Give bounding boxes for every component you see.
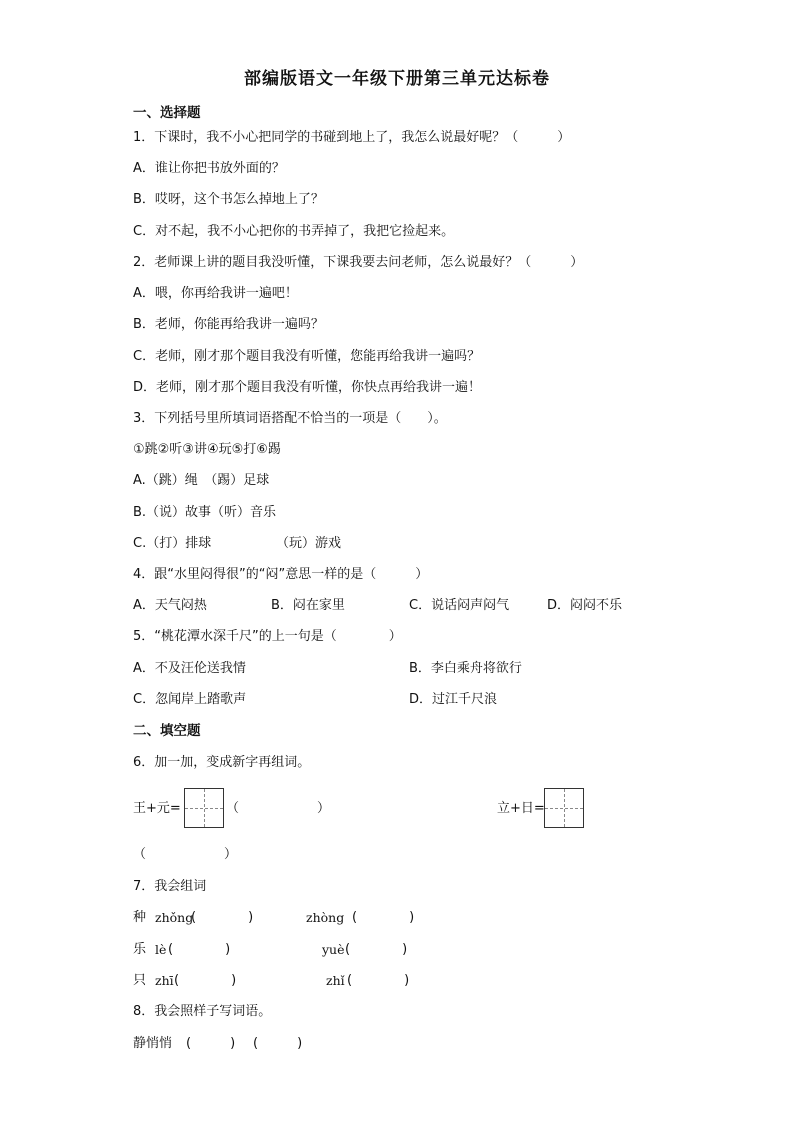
- question-4-option-c: C．说话闷声闷气: [409, 598, 510, 613]
- question-8-blank-1[interactable]: ( ): [186, 1036, 236, 1051]
- q7-blank-le4[interactable]: ( ): [168, 942, 231, 957]
- tianzige-box-right[interactable]: [544, 788, 584, 828]
- section-heading-choice: 一、选择题: [133, 105, 201, 121]
- section-heading-fill: 二、填空题: [133, 723, 201, 739]
- question-3-option-c-second: （玩）游戏: [276, 536, 342, 551]
- question-6-stem: 6．加一加，变成新字再组词。: [133, 755, 311, 770]
- q7-char-zhong: 种: [133, 910, 147, 925]
- question-1-option-a: A．谁让你把书放外面的？: [133, 161, 285, 176]
- q7-char-zhi: 只: [133, 973, 147, 988]
- question-1-option-b: B．哎呀，这个书怎么掉地上了？: [133, 192, 324, 207]
- question-2-stem: 2．老师课上讲的题目我没听懂，下课我要去问老师，怎么说最好？（ ）: [133, 255, 584, 270]
- question-6-second-blank[interactable]: （ ）: [133, 847, 238, 862]
- question-6-left-blank[interactable]: （ ）: [226, 801, 331, 816]
- question-6-right-expression: 立+日=: [497, 801, 545, 816]
- q7-pinyin-le4: lè: [155, 942, 167, 957]
- q7-char-le: 乐: [133, 942, 147, 957]
- question-4-option-d: D．闷闷不乐: [547, 598, 623, 613]
- q7-pinyin-zhong4: zhòng: [306, 910, 345, 925]
- question-3-stem: 3．下列括号里所填词语搭配不恰当的一项是（ ）。: [133, 411, 447, 426]
- question-4-option-a: A．天气闷热: [133, 598, 207, 613]
- question-5-option-a: A．不及汪伦送我情: [133, 661, 246, 676]
- q7-blank-zhong4[interactable]: ( ): [352, 910, 415, 925]
- question-1-option-c: C．对不起，我不小心把你的书弄掉了，我把它捡起来。: [133, 224, 455, 239]
- question-2-option-c: C．老师，刚才那个题目我没有听懂，您能再给我讲一遍吗？: [133, 349, 481, 364]
- question-5-option-c: C．忽闻岸上踏歌声: [133, 692, 247, 707]
- question-2-option-d: D．老师，刚才那个题目我没有听懂，你快点再给我讲一遍！: [133, 380, 482, 395]
- question-2-option-a: A．喂，你再给我讲一遍吧！: [133, 286, 298, 301]
- question-5-option-b: B．李白乘舟将欲行: [409, 661, 522, 676]
- question-4-stem: 4．跟“水里闷得很”的“闷”意思一样的是（ ）: [133, 567, 429, 582]
- page-title: 部编版语文一年级下册第三单元达标卷: [244, 69, 550, 89]
- q7-blank-zhi3[interactable]: ( ): [347, 973, 410, 988]
- tianzige-box-left[interactable]: [184, 788, 224, 828]
- q7-pinyin-zhi1: zhī: [155, 973, 174, 988]
- q7-blank-yue4[interactable]: ( ): [345, 942, 408, 957]
- question-6-left-expression: 王+元=: [133, 801, 181, 816]
- q7-pinyin-zhi3: zhǐ: [326, 973, 345, 988]
- question-4-option-b: B．闷在家里: [271, 598, 345, 613]
- q7-pinyin-zhong3: zhǒng: [155, 910, 194, 925]
- question-7-stem: 7．我会组词: [133, 879, 207, 894]
- question-1-stem: 1．下课时，我不小心把同学的书碰到地上了，我怎么说最好呢？（ ）: [133, 130, 571, 145]
- question-8-stem: 8．我会照样子写词语。: [133, 1004, 272, 1019]
- question-3-option-c: C.（打）排球: [133, 536, 212, 551]
- question-8-example: 静悄悄: [133, 1036, 173, 1051]
- question-5-stem: 5．“桃花潭水深千尺”的上一句是（ ）: [133, 629, 402, 644]
- question-3-option-b: B.（说）故事（听）音乐: [133, 505, 277, 520]
- question-5-option-d: D．过江千尺浪: [409, 692, 498, 707]
- q7-pinyin-yue4: yuè: [322, 942, 345, 957]
- question-2-option-b: B．老师，你能再给我讲一遍吗？: [133, 317, 324, 332]
- question-8-blank-2[interactable]: ( ): [253, 1036, 303, 1051]
- question-3-word-list: ①跳②听③讲④玩⑤打⑥踢: [133, 442, 281, 457]
- q7-blank-zhong3[interactable]: ( ): [191, 910, 254, 925]
- question-3-option-a: A.（跳）绳 （踢）足球: [133, 473, 270, 488]
- q7-blank-zhi1[interactable]: ( ): [174, 973, 237, 988]
